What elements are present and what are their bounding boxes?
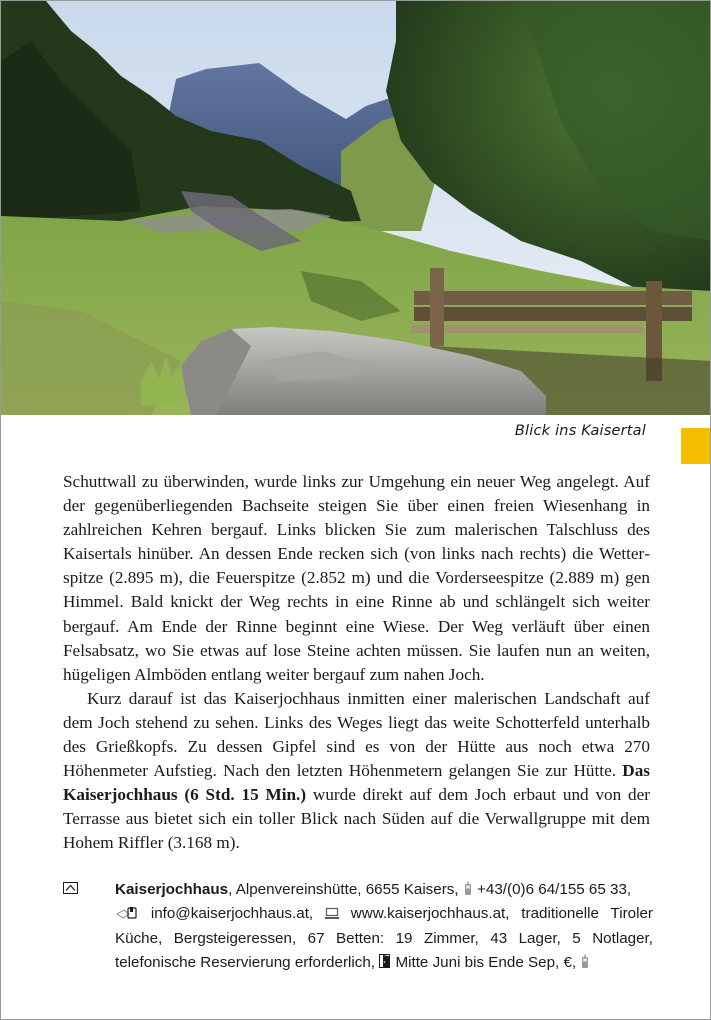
- paragraph-1: Schuttwall zu überwinden, wurde links zur Umgehung ein neuer Weg angelegt. Auf der gegenüberliegenden Bachseite steigen Sie über einen freien Wiesenhang in zahlreichen Kehren bergauf. Links blicken Sie zum malerischen Talschluss des Kaisertals hinüber. An dessen Ende recken sich (von links nach rechts) die Wetterspitze (2.895 m), die Feuerspitze (2.852 m) und die Vorderseespitze (2.889 m) gen Himmel. Bald knickt der Weg rechts in eine Rinne ab und schlängelt sich weiter bergauf. Am Ende der Rinne beginnt eine Wiese. Der Weg verläuft über einen Felsabsatz, wo Sie etwas auf lose Steine achten müssen. Sie laufen nun an weiten, hügeligen Almböden entlang weiter bergauf zum nahen Joch.: [63, 472, 650, 684]
- mobile-phone-icon: [463, 881, 473, 896]
- paragraph-2: [63, 687, 650, 856]
- hut-email[interactable]: info@kaiserjochhaus.at,: [139, 905, 325, 923]
- paragraph-2-start: Kurz darauf ist das Kaiserjochhaus inmitten einer malerischen Landschaft auf dem Joch stehend zu sehen. Links des Weges liegt das weite Schotterfeld unterhalb des Grießkopfs. Zu dessen Gipfel sind es von der Hütte aus noch etwa 270 Höhenmeter Aufstieg. Nach den letzten Höhenmetern gelangen Sie zur Hütte.: [63, 688, 650, 781]
- hut-phone: +43/(0)6 64/155 65 33,: [472, 881, 632, 898]
- landscape-photo: [1, 1, 711, 415]
- hut-details: , traditionelle Tiroler Küche, Bergsteigeressen, 67 Betten: 19 Zimmer, 43 Lager, 5 Notlager, telefonische Reservierung erforderlich,: [115, 905, 653, 971]
- door-open-icon: [379, 954, 391, 969]
- hut-info-block: [63, 878, 653, 975]
- hut-info-text: [115, 878, 653, 975]
- mobile-reception-icon: [580, 954, 590, 969]
- computer-icon: [325, 907, 339, 920]
- photo-caption: Blick ins Kaisertal: [514, 423, 646, 439]
- hut-name: Kaiserjochhaus: [115, 881, 229, 898]
- destination-highlight: Das Kaiserjochhaus (6 Std. 15 Min.): [63, 761, 650, 805]
- paragraph-2-end: wurde direkt auf dem Joch erbaut und von der Terrasse aus bietet sich ein toller Blick nach Süden auf die Verwallgruppe mit dem Hohem Riffler (3.168 m).: [63, 785, 650, 853]
- hut-website[interactable]: www.kaiserjochhaus.at: [338, 905, 506, 923]
- hut-icon: [63, 882, 78, 894]
- body-text: [63, 470, 650, 856]
- chapter-thumb-tab: [681, 428, 711, 464]
- hut-address: , Alpenvereinshütte, 6655 Kaisers,: [228, 881, 463, 898]
- hut-season: Mitte Juni bis Ende Sep, €,: [391, 953, 581, 971]
- email-icon: [115, 906, 139, 920]
